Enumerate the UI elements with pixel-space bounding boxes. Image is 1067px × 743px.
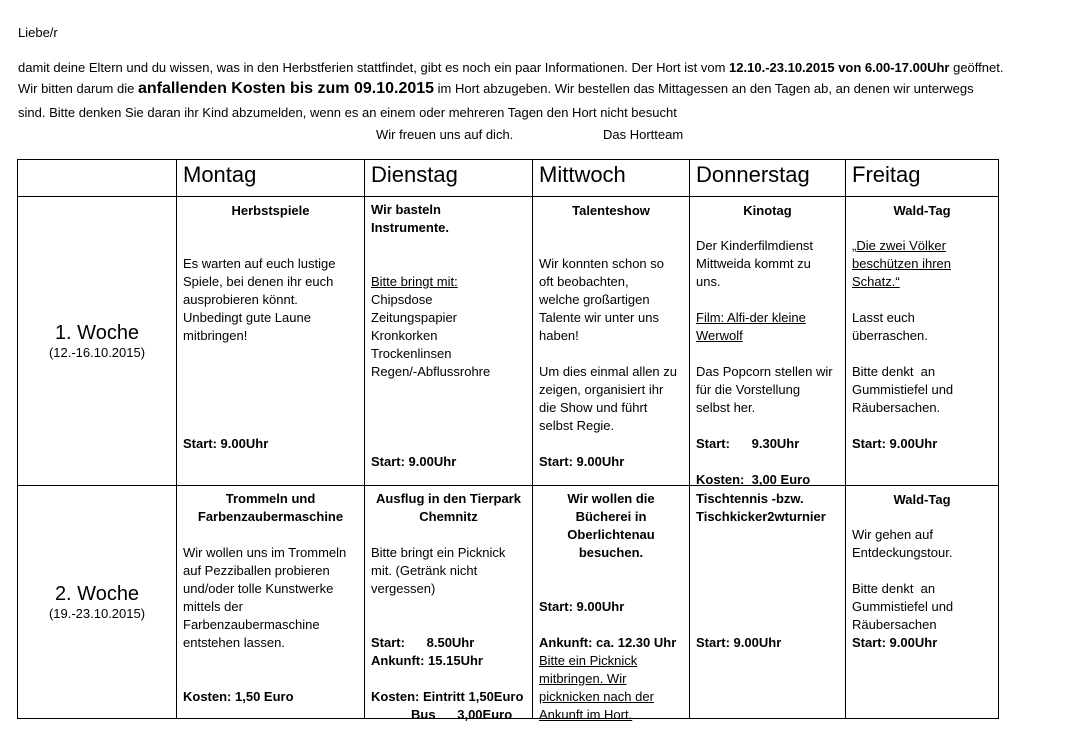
bring-item: Zeitungspapier <box>371 310 457 325</box>
description-line: vergessen) <box>371 581 436 596</box>
start-time: Start: 9.30Uhr <box>696 436 800 451</box>
w1-monday-cell <box>177 197 365 486</box>
film-title: Film: Alfi-der kleine <box>696 310 806 325</box>
activity-title: Bücherei in <box>575 509 647 524</box>
description-line: uns. <box>696 274 721 289</box>
cost-text: Kosten: 1,50 Euro <box>183 689 294 704</box>
start-time: Start: 9.00Uhr <box>852 635 938 650</box>
start-time: Start: 9.00Uhr <box>539 599 625 614</box>
activity-title: Oberlichtenau <box>567 527 655 542</box>
film-title: Werwolf <box>696 328 743 343</box>
header-row <box>18 160 999 197</box>
start-time: Start: 9.00Uhr <box>371 454 457 469</box>
day-label: Freitag <box>852 162 921 187</box>
note-line: Ankunft im Hort. <box>539 707 633 722</box>
week-dates: (19.-23.10.2015) <box>48 606 146 621</box>
intro-line-3: sind. Bitte denken Sie daran ihr Kind abzumelden, wenn es an einem oder mehreren Tagen den Hort nicht besucht <box>18 105 677 120</box>
w2-tuesday-cell <box>365 486 533 722</box>
activity-title: Chemnitz <box>419 509 478 524</box>
arrival-time: Ankunft: ca. 12.30 Uhr <box>539 635 677 650</box>
description-line: Räubersachen <box>852 617 937 632</box>
motto-line: „Die zwei Völker <box>852 238 946 253</box>
description-line: selbst Regie. <box>539 418 615 433</box>
description-line: Gummistiefel und <box>852 382 954 397</box>
description-line: Das Popcorn stellen wir <box>696 364 833 379</box>
start-time: Start: 9.00Uhr <box>183 436 269 451</box>
cost-text: Kosten: Eintritt 1,50Euro <box>371 689 524 704</box>
day-header-monday <box>177 160 365 197</box>
description-line: Es warten auf euch lustige <box>183 256 336 271</box>
start-time: Start: 9.00Uhr <box>539 454 625 469</box>
description-line: Der Kinderfilmdienst <box>696 238 814 253</box>
schedule-table <box>17 159 999 722</box>
description-line: Unbedingt gute Laune <box>183 310 311 325</box>
description-line: die Show und führt <box>539 400 648 415</box>
activity-title: Wir wollen die <box>567 491 655 506</box>
day-header-friday <box>846 160 999 197</box>
description-line: selbst her. <box>696 400 756 415</box>
description-line: auf Pezziballen probieren <box>183 563 330 578</box>
bring-item: Kronkorken <box>371 328 438 343</box>
w1-tuesday-cell <box>365 197 533 486</box>
intro-line-1 <box>18 60 1003 75</box>
week-dates: (12.-16.10.2015) <box>48 345 146 360</box>
note-line: Bitte ein Picknick <box>539 653 638 668</box>
greeting: Liebe/r <box>18 25 58 40</box>
week-1-row <box>18 197 999 486</box>
description-line: Wir konnten schon so <box>539 256 665 271</box>
w1-thursday-cell <box>690 197 846 486</box>
day-label: Mittwoch <box>539 162 626 187</box>
bring-item: Regen/-Abflussrohre <box>371 364 491 379</box>
w1-wednesday-cell <box>533 197 690 486</box>
closing-thanks: Wir freuen uns auf dich. <box>376 127 514 142</box>
description-line: Farbenzaubermaschine <box>183 617 320 632</box>
intro-text: geöffnet. <box>949 60 1004 75</box>
motto-line: beschützen ihren <box>852 256 952 271</box>
week-2-row <box>18 486 999 719</box>
description-line: Um dies einmal allen zu <box>539 364 678 379</box>
description-line: Bitte denkt an <box>852 364 936 379</box>
week-title: 1. Woche <box>54 322 140 344</box>
intro-line-2 <box>18 80 974 98</box>
description-line: Wir gehen auf <box>852 527 933 542</box>
note-line: picknicken nach der <box>539 689 654 704</box>
bring-item: Chipsdose <box>371 292 433 307</box>
cost-text: Kosten: 3,00 Euro <box>696 472 811 487</box>
description-line: Spiele, bei denen ihr euch <box>183 274 334 289</box>
description-line: entstehen lassen. <box>183 635 285 650</box>
activity-title: Tischkicker2wturnier <box>696 509 826 524</box>
intro-text: Wir bitten darum die <box>18 81 138 96</box>
description-line: Entdeckungstour. <box>852 545 953 560</box>
w2-thursday-cell <box>690 486 846 719</box>
activity-title: Trommeln und <box>225 491 316 506</box>
description-line: Lasst euch <box>852 310 915 325</box>
week-2-label <box>18 486 177 719</box>
start-time: Start: 9.00Uhr <box>696 635 782 650</box>
w2-friday-cell <box>846 486 999 719</box>
activity-title: Herbstspiele <box>231 203 310 218</box>
start-time: Start: 8.50Uhr <box>371 635 475 650</box>
activity-title: Ausflug in den Tierpark <box>376 491 521 506</box>
day-header-wednesday <box>533 160 690 197</box>
day-label: Montag <box>183 162 257 187</box>
w1-friday-cell <box>846 197 999 486</box>
description-line: zeigen, organisiert ihr <box>539 382 664 397</box>
intro-text: damit deine Eltern und du wissen, was in den Herbstferien stattfindet, gibt es noch ein paar Informationen. Der Hort ist vom <box>18 60 730 75</box>
description-line: mit. (Getränk nicht <box>371 563 478 578</box>
arrival-time: Ankunft: 15.15Uhr <box>371 653 483 668</box>
activity-title: besuchen. <box>578 545 644 560</box>
description-line: oft beobachten, <box>539 274 629 289</box>
note-line: mitbringen. Wir <box>539 671 627 686</box>
signature-team: Das Hortteam <box>603 127 684 142</box>
description-line: Gummistiefel und <box>852 599 954 614</box>
description-line: mitbringen! <box>183 328 248 343</box>
bring-item: Trockenlinsen <box>371 346 452 361</box>
activity-title: Wald-Tag <box>893 492 951 507</box>
opening-hours: 12.10.-23.10.2015 von 6.00-17.00Uhr <box>729 60 950 75</box>
description-line: Bitte denkt an <box>852 581 936 596</box>
week-1-label <box>18 197 177 486</box>
cost-deadline: anfallenden Kosten bis zum 09.10.2015 <box>137 80 435 97</box>
activity-title: Talenteshow <box>572 203 650 218</box>
day-header-thursday <box>690 160 846 197</box>
activity-title: Kinotag <box>743 203 792 218</box>
intro-text: im Hort abzugeben. Wir bestellen das Mittagessen an den Tagen ab, an denen wir unterwegs <box>434 81 974 96</box>
activity-title: Wir basteln <box>371 202 441 217</box>
description-line: Talente wir unter uns <box>539 310 659 325</box>
start-time: Start: 9.00Uhr <box>852 436 938 451</box>
description-line: Mittweida kommt zu <box>696 256 811 271</box>
description-line: welche großartigen <box>539 292 650 307</box>
w2-wednesday-cell <box>533 486 690 722</box>
activity-title: Instrumente. <box>371 220 450 235</box>
description-line: für die Vorstellung <box>696 382 801 397</box>
description-line: ausprobieren könnt. <box>183 292 298 307</box>
w2-monday-cell <box>177 486 365 719</box>
corner-cell <box>18 160 177 197</box>
description-line: Wir wollen uns im Trommeln <box>183 545 347 560</box>
day-label: Dienstag <box>371 162 458 187</box>
activity-title: Farbenzaubermaschine <box>197 509 344 524</box>
bring-heading: Bitte bringt mit: <box>371 274 458 289</box>
description-line: haben! <box>539 328 579 343</box>
description-line: und/oder tolle Kunstwerke <box>183 581 334 596</box>
motto-line: Schatz.“ <box>852 274 900 289</box>
activity-title: Wald-Tag <box>893 203 951 218</box>
description-line: Räubersachen. <box>852 400 941 415</box>
day-label: Donnerstag <box>696 162 810 187</box>
day-header-tuesday <box>365 160 533 197</box>
description-line: Bitte bringt ein Picknick <box>371 545 506 560</box>
description-line: überraschen. <box>852 328 928 343</box>
week-title: 2. Woche <box>54 583 140 605</box>
description-line: mittels der <box>183 599 243 614</box>
cost-text: Bus 3,00Euro <box>411 707 513 722</box>
activity-title: Tischtennis -bzw. <box>696 491 804 506</box>
